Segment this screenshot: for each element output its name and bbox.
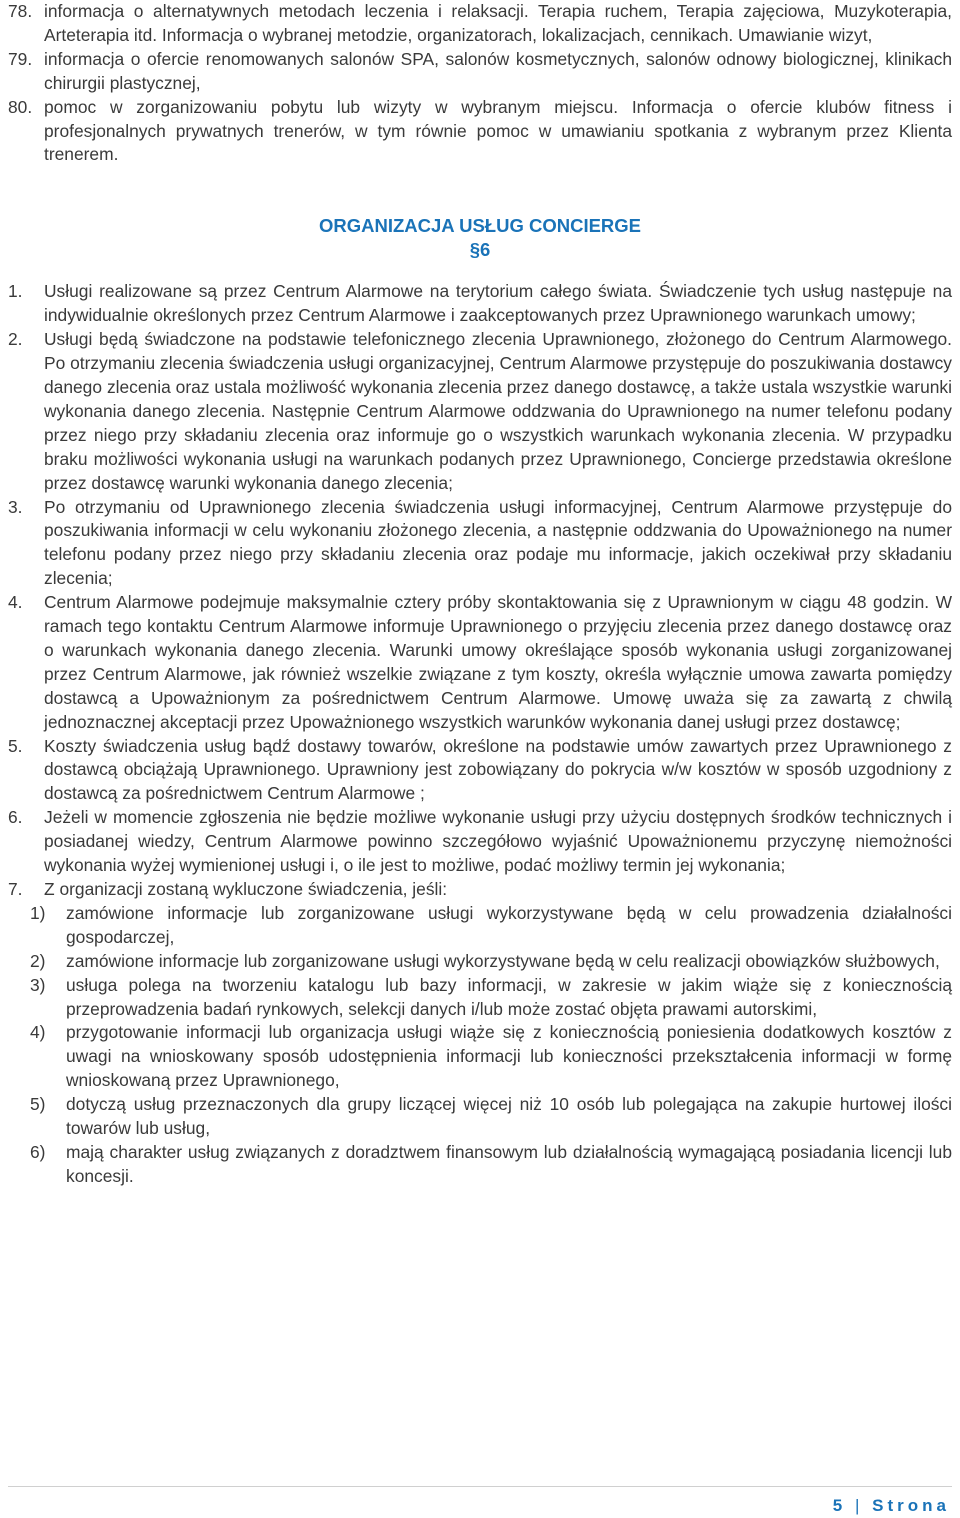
item-text: Po otrzymaniu od Uprawnionego zlecenia świadczenia usługi informacyjnej, Centrum Alarmowe przystępuje do poszukiwania informacji w celu wykonaniu złożonego zlecenia, a następnie oddzwania do Upoważnionego na numer telefonu podany przez niego przy składaniu zlecenia oraz podaje mu informacje, jakich oczekiwał przy składaniu zlecenia; — [44, 496, 952, 589]
sub-item-number: 1) — [30, 902, 46, 923]
list-item — [8, 496, 952, 592]
list-item — [8, 591, 952, 734]
section-paragraph-number: §6 — [469, 239, 491, 261]
sub-item-number: 4) — [30, 1022, 46, 1043]
item-text: Z organizacji zostaną wykluczone świadczenia, jeśli: — [44, 879, 448, 899]
item-number: 3. — [8, 496, 23, 517]
item-text: Usługi będą świadczone na podstawie telefonicznego zlecenia Uprawnionego, złożonego do Centrum Alarmowego. Po otrzymaniu zlecenia świadczenia usługi organizacyjnej, Centrum Alarmowe przystępuje do poszukiwania dostawcy danego zlecenia oraz ustala możliwość wykonania zlecenia przez danego dostawcę, a także ustala wszystkie warunki wykonania danego zlecenia. Następnie Centrum Alarmowe oddzwania do Uprawnionego na numer telefonu podany przez niego przy składaniu zlecenia oraz informuje go o wszystkich warunkach wykonania zlecenia. W przypadku braku możliwości wykonania usługi na warunkach podanych przez Uprawnionego, Concierge przedstawia określone przez dostawcę warunki wykonania danego zlecenia; — [44, 329, 952, 493]
page-footer — [833, 1494, 950, 1518]
list-item — [8, 878, 952, 902]
item-number: 7. — [8, 879, 23, 899]
sub-item-text: przygotowanie informacji lub organizacja usługi wiąże się z koniecznością poniesienia dodatkowych kosztów z uwagi na wnioskowany sposób udostępnienia informacji lub konieczności przekształcenia informacji w formę wnioskowaną przez Uprawnionego, — [66, 1022, 952, 1091]
item-number: 6. — [8, 807, 23, 828]
list-item — [8, 806, 952, 878]
item-text: Usługi realizowane są przez Centrum Alarmowe na terytorium całego świata. Świadczenie tych usług następuje na indywidualnie określonych przez Centrum Alarmowe i zaakceptowanych przez Uprawnionego warunkach umowy; — [44, 281, 952, 326]
sub-list-item — [8, 950, 952, 974]
sub-item-number: 3) — [30, 974, 46, 995]
list-item — [8, 328, 952, 495]
sub-list-item — [8, 902, 952, 950]
item-number: 4. — [8, 592, 23, 613]
list-item — [8, 96, 952, 168]
item-text: informacja o alternatywnych metodach leczenia i relaksacji. Terapia ruchem, Terapia zajęciowa, Muzykoterapia, Arteterapia itd. Informacja o wybranej metodzie, organizatorach, lokalizacjach, cennikach. Umawianie wizyt, — [44, 1, 952, 45]
footer-divider — [8, 1486, 952, 1487]
main-list — [8, 280, 952, 1188]
item-text: Jeżeli w momencie zgłoszenia nie będzie możliwe wykonanie usługi przy użyciu dostępnych środków technicznych i posiadanej wiedzy, Centrum Alarmowe powinno szczegółowo wyjaśnić Upoważnionemu przyczynę niemożności wykonania wyżej wymienionej usługi i, o ile jest to możliwe, podać możliwy termin jej wykonania; — [44, 807, 952, 876]
document-page — [8, 0, 952, 1189]
sub-list-item — [8, 974, 952, 1022]
footer-separator: | — [855, 1496, 864, 1515]
item-text: informacja o ofercie renomowanych salonów SPA, salonów kosmetycznych, salonów odnowy biologicznej, klinikach chirurgii plastycznej, — [44, 48, 952, 93]
item-number: 2. — [8, 329, 23, 350]
sub-list-item — [8, 1093, 952, 1141]
exclusions-list — [8, 902, 952, 1189]
section-title: ORGANIZACJA USŁUG CONCIERGE — [318, 215, 642, 237]
sub-list-item — [8, 1021, 952, 1093]
item-text: pomoc w zorganizowaniu pobytu lub wizyty w wybranym miejscu. Informacja o ofercie klubów fitness i profesjonalnych prywatnych trenerów, w tym równie pomoc w umawianiu spotkania z wybranym przez Klienta trenerem. — [44, 96, 952, 165]
sub-item-text: dotyczą usług przeznaczonych dla grupy liczącej więcej niż 10 osób lub polegająca na zakupie hurtowej ilości towarów lub usług, — [66, 1094, 952, 1139]
sub-item-text: mają charakter usług związanych z doradztwem finansowym lub działalnością wymagającą posiadania licencji lub koncesji. — [66, 1141, 952, 1186]
sub-list-item — [8, 1141, 952, 1189]
item-text: Centrum Alarmowe podejmuje maksymalnie cztery próby skontaktowania się z Uprawnionym w ciągu 48 godzin. W ramach tego kontaktu Centrum Alarmowe informuje Uprawnionego o przyjęciu zlecenia przez danego dostawcę oraz o warunkach wykonania danego zlecenia. Warunki umowy określające sposób wykonania usługi zorganizowanej przez Centrum Alarmowe, jak również wszelkie związane z tym koszty, określa wyłącznie umowa zawarta pomiędzy dostawcą a Upoważnionym za pośrednictwem Centrum Alarmowe. Umowę uważa się za zawartą z chwilą jednoznacznej akceptacji przez Upoważnionego wszystkich warunków wykonania danej usługi przez dostawcę; — [44, 592, 952, 732]
page-label: Strona — [872, 1496, 950, 1515]
sub-item-text: zamówione informacje lub zorganizowane usługi wykorzystywane będą w celu realizacji obowiązków służbowych, — [66, 950, 940, 971]
item-number: 80. — [8, 96, 33, 117]
list-item — [8, 280, 952, 328]
item-number: 79. — [8, 48, 33, 69]
list-item — [8, 735, 952, 807]
sub-item-text: usługa polega na tworzeniu katalogu lub bazy informacji, w zakresie w jakim wiąże się z koniecznością przeprowadzenia badań rynkowych, selekcji danych i/lub może zostać objęta prawami autorskimi, — [66, 974, 952, 1019]
sub-item-number: 6) — [30, 1141, 46, 1162]
sub-item-text: zamówione informacje lub zorganizowane usługi wykorzystywane będą w celu prowadzenia działalności gospodarczej, — [66, 902, 952, 947]
page-number: 5 — [832, 1496, 847, 1515]
item-number: 1. — [8, 281, 23, 302]
sub-item-number: 5) — [30, 1094, 46, 1115]
sub-item-number: 2) — [30, 950, 46, 971]
item-text: Koszty świadczenia usług bądź dostawy towarów, określone na podstawie umów zawartych przez Uprawnionego z dostawcą obciążają Uprawnionego. Uprawniony jest zobowiązany do pokrycia w/w kosztów w sposób uzgodniony z dostawcą za pośrednictwem Centrum Alarmowe ; — [44, 735, 952, 804]
item-number: 5. — [8, 735, 23, 756]
list-item — [8, 48, 952, 96]
item-number: 78. — [8, 1, 33, 21]
list-item — [8, 0, 952, 48]
top-list — [8, 0, 952, 167]
